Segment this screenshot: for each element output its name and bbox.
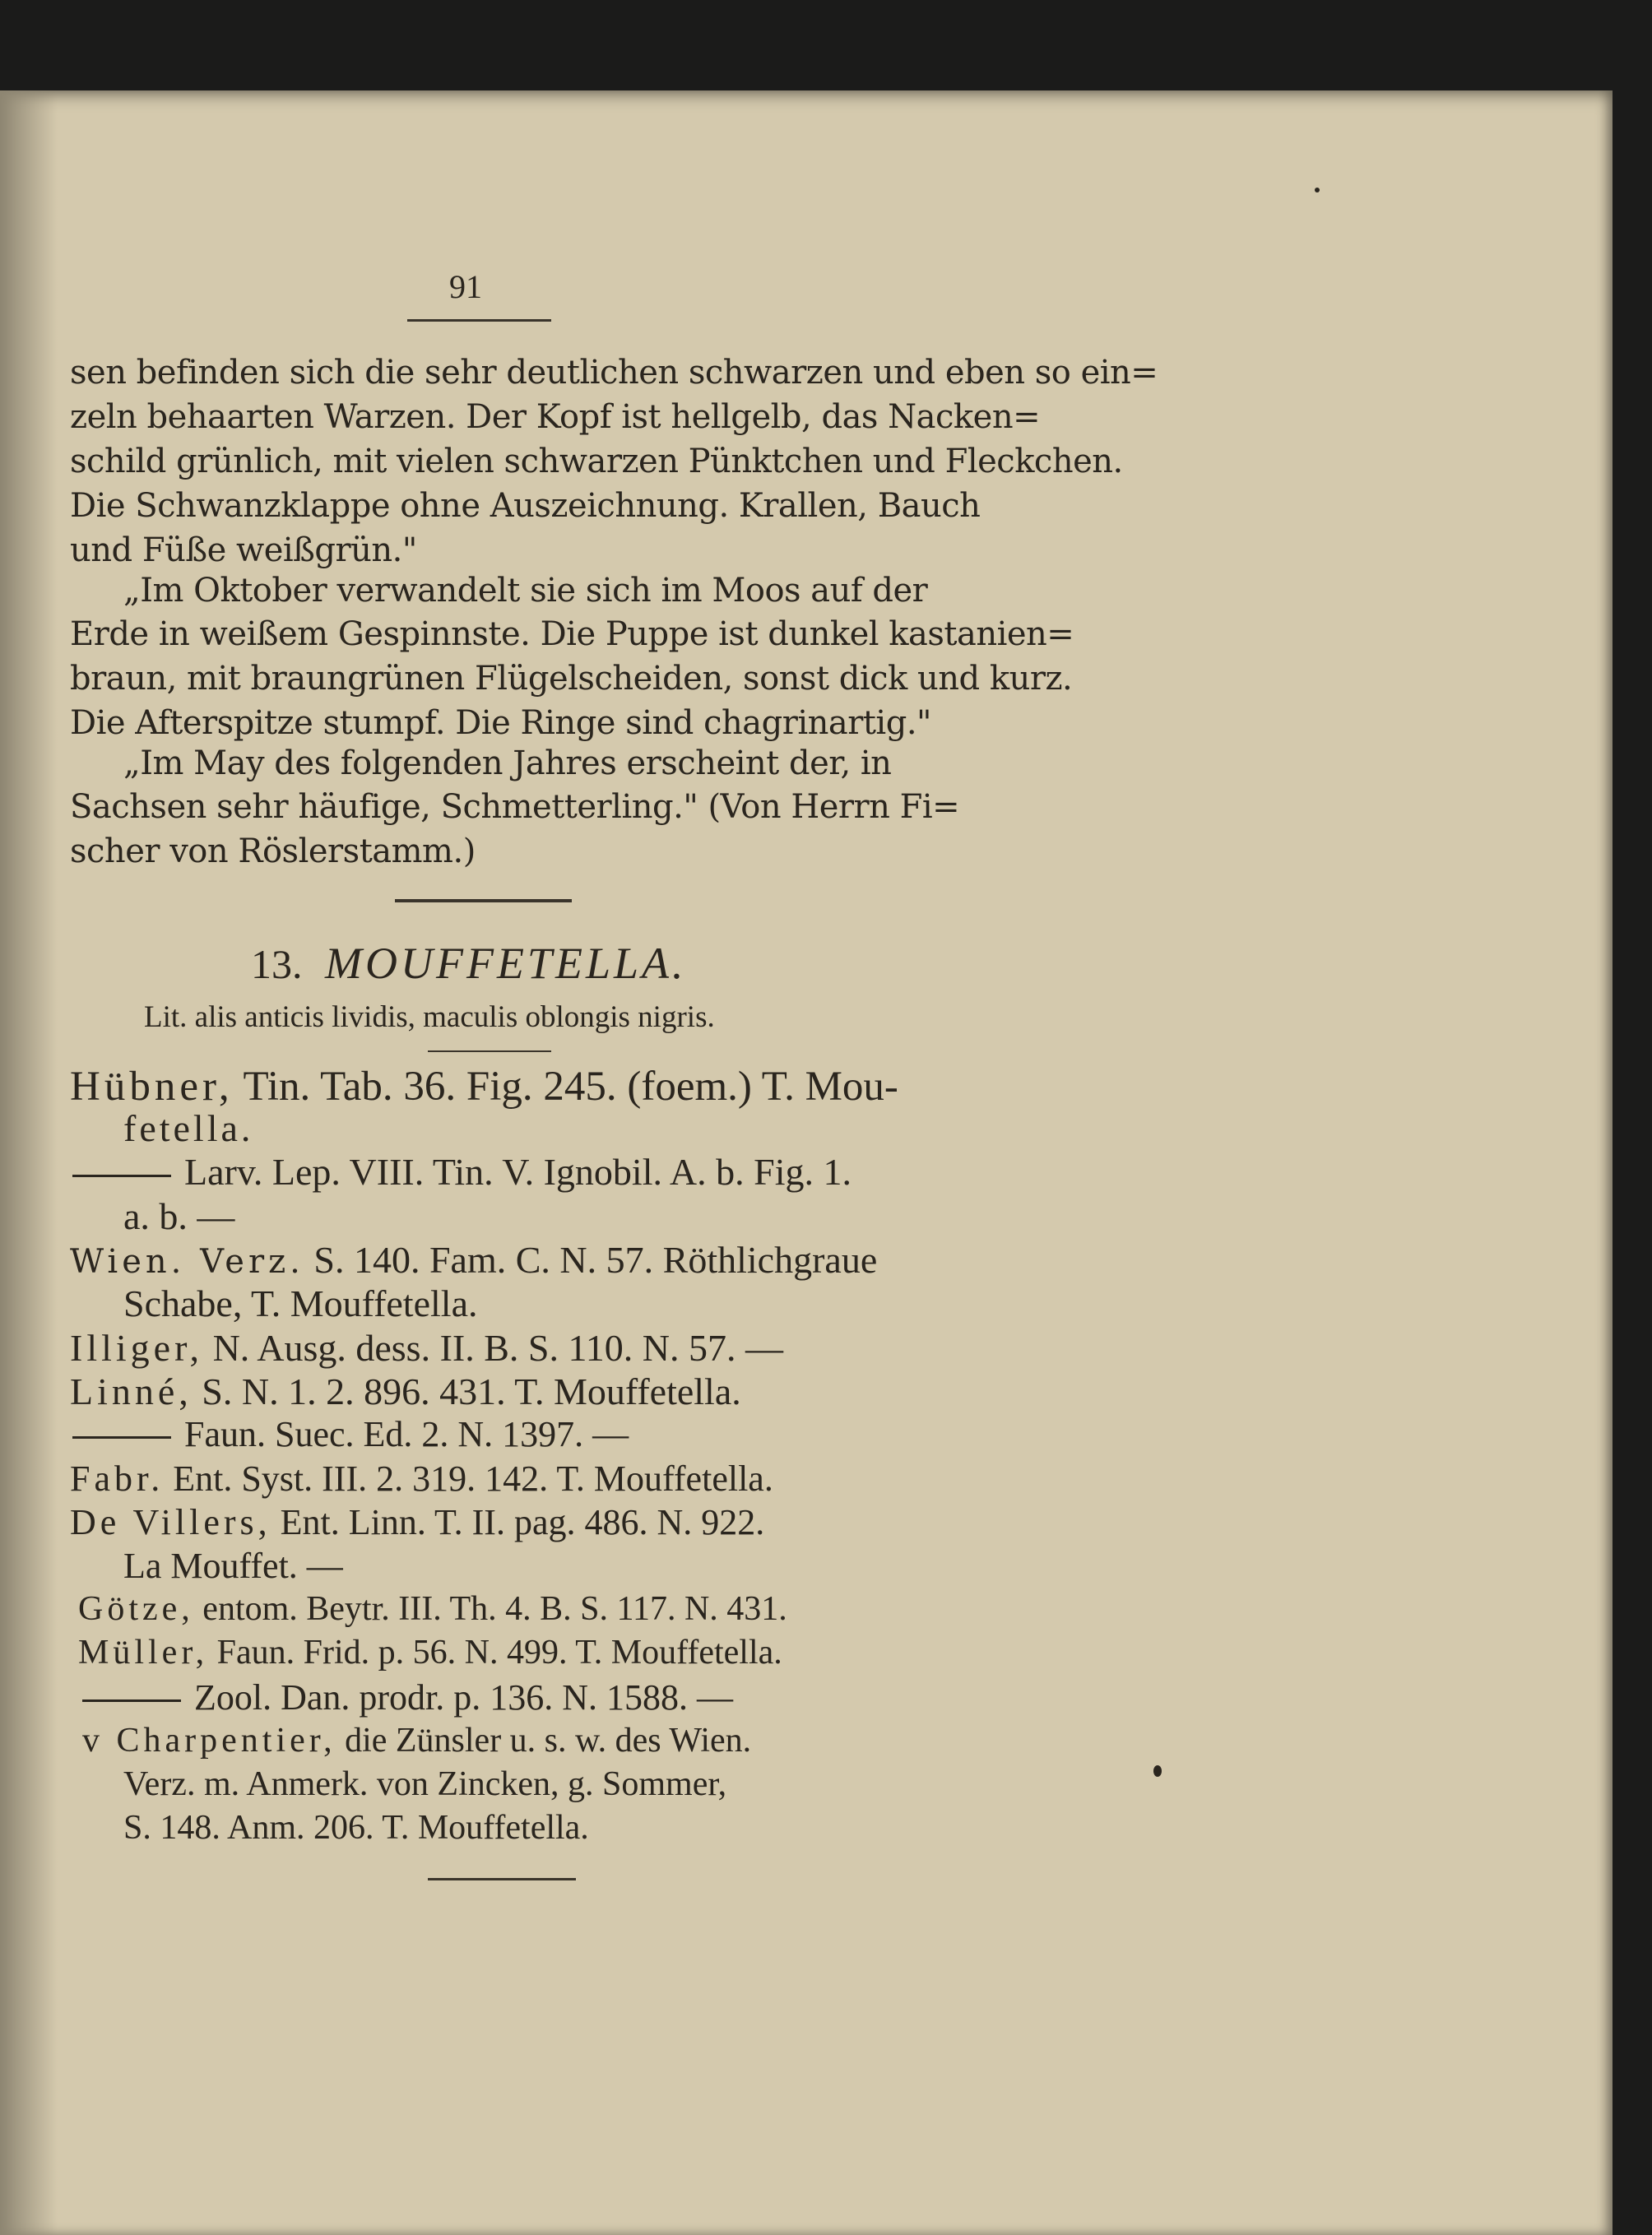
reference-author: Hübner, — [70, 1064, 234, 1110]
reference-text: La Mouffet. — — [123, 1546, 343, 1586]
reference-text: Zool. Dan. prodr. p. 136. N. 1588. — — [194, 1677, 734, 1718]
reference-text: Schabe, T. Mouffetella. — [123, 1282, 478, 1324]
reference-text: die Zünsler u. s. w. des Wien. — [345, 1722, 752, 1760]
text-line: Die Schwanzklappe ohne Auszeichnung. Krallen, Bauch — [70, 487, 981, 525]
reference-text: S. 140. Fam. C. N. 57. Röthlichgraue — [313, 1239, 878, 1281]
text-line: sen befinden sich die sehr deutlichen schwarzen und eben so ein= — [70, 354, 1158, 392]
heading-underline — [428, 1050, 551, 1052]
text-line: Erde in weißem Gespinnste. Die Puppe ist dunkel kastanien= — [70, 615, 1074, 653]
reference-line — [70, 1501, 764, 1543]
section-divider — [395, 899, 572, 902]
reference-line — [123, 1106, 253, 1150]
reference-author: Linné, — [70, 1370, 193, 1412]
reference-text: Tin. Tab. 36. Fig. 245. (foem.) T. Mou- — [243, 1064, 898, 1110]
reference-text: Ent. Linn. T. II. pag. 486. N. 922. — [280, 1502, 765, 1542]
ditto-dash — [82, 1699, 181, 1702]
reference-text: Larv. Lep. VIII. Tin. V. Ignobil. A. b. Fig. 1. — [184, 1151, 852, 1193]
text-line: Sachsen sehr häufige, Schmetterling." (Von Herrn Fi= — [70, 788, 960, 826]
reference-line — [70, 1370, 741, 1413]
text-line: scher von Röslerstamm.) — [70, 832, 476, 870]
reference-line — [78, 1633, 782, 1672]
ink-speck — [1153, 1765, 1162, 1777]
reference-line — [72, 1413, 629, 1455]
reference-author: v Charpentier, — [82, 1722, 336, 1760]
reference-text: S. 148. Anm. 206. T. Mouffetella. — [123, 1809, 589, 1847]
reference-text: Faun. Suec. Ed. 2. N. 1397. — — [184, 1414, 629, 1454]
reference-author: Wien. Verz. — [70, 1243, 304, 1281]
text-line: braun, mit braungrünen Flügelscheiden, sonst dick und kurz. — [70, 660, 1073, 698]
reference-author: Müller, — [78, 1634, 209, 1672]
ditto-dash — [72, 1436, 171, 1439]
reference-line — [123, 1764, 726, 1804]
text-line: und Füße weißgrün." — [70, 531, 417, 569]
reference-author: Götze, — [78, 1590, 194, 1628]
reference-text: S. N. 1. 2. 896. 431. T. Mouffetella. — [202, 1370, 741, 1412]
reference-line — [72, 1150, 852, 1194]
text-line: schild grünlich, mit vielen schwarzen Pünktchen und Fleckchen. — [70, 443, 1123, 480]
text-line: „Im May des folgenden Jahres erscheint der, in — [123, 744, 892, 782]
reference-author: Illiger, — [70, 1327, 204, 1369]
reference-line — [123, 1282, 478, 1325]
ditto-dash — [72, 1175, 171, 1177]
text-line: Die Afterspitze stumpf. Die Ringe sind chagrinartig." — [70, 704, 931, 742]
reference-author: Fabr. — [70, 1458, 165, 1499]
reference-line — [82, 1676, 733, 1718]
reference-text: fetella. — [123, 1107, 254, 1149]
closing-divider — [428, 1878, 576, 1880]
page-number: 91 — [449, 268, 482, 305]
reference-text: N. Ausg. dess. II. B. S. 110. N. 57. — — [212, 1327, 783, 1369]
reference-line — [70, 1458, 773, 1500]
species-number: 13. — [251, 941, 303, 987]
species-name: MOUFFETELLA. — [325, 939, 687, 988]
reference-line — [78, 1589, 787, 1629]
ink-speck — [1315, 188, 1320, 192]
reference-author: De Villers, — [70, 1502, 271, 1542]
species-diagnosis: Lit. alis anticis lividis, maculis oblongis nigris. — [144, 1000, 715, 1034]
reference-text: Verz. m. Anmerk. von Zincken, g. Sommer, — [123, 1765, 727, 1803]
reference-text: a. b. — — [123, 1195, 235, 1237]
reference-line — [70, 1063, 898, 1111]
binding-shadow — [0, 90, 58, 2235]
reference-text: Ent. Syst. III. 2. 319. 142. T. Mouffetella. — [173, 1458, 773, 1499]
reference-line — [123, 1545, 343, 1587]
reference-line — [82, 1721, 751, 1760]
reference-text: entom. Beytr. III. Th. 4. B. S. 117. N. 431. — [202, 1590, 787, 1628]
reference-line — [123, 1194, 234, 1238]
reference-line — [123, 1808, 589, 1848]
reference-text: Faun. Frid. p. 56. N. 499. T. Mouffetella. — [216, 1634, 782, 1672]
page-number-rule — [407, 319, 551, 322]
text-line: zeln behaarten Warzen. Der Kopf ist hellgelb, das Nacken= — [70, 398, 1041, 436]
reference-line — [70, 1238, 877, 1282]
reference-line — [70, 1326, 783, 1370]
text-line: „Im Oktober verwandelt sie sich im Moos auf der — [123, 572, 928, 610]
